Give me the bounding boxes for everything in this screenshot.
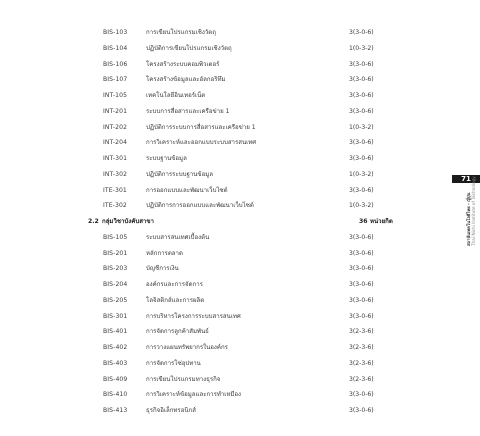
course-credit: 3(3-0-6) bbox=[349, 186, 374, 194]
course-credit: 3(3-0-6) bbox=[349, 139, 374, 147]
course-row bbox=[0, 261, 480, 277]
course-code: BIS-410 bbox=[103, 391, 128, 399]
course-code: INT-302 bbox=[103, 170, 128, 178]
course-row bbox=[0, 135, 480, 151]
course-code: BIS-403 bbox=[103, 359, 128, 367]
course-code: INT-202 bbox=[103, 123, 128, 131]
side-caption-english: Thai-Nichi Institute of Technology bbox=[471, 176, 476, 246]
course-group-b bbox=[0, 230, 480, 419]
course-credit: 1(0-3-2) bbox=[349, 44, 374, 52]
course-name: บัญชีการเงิน bbox=[146, 265, 179, 273]
course-credit: 3(2-3-6) bbox=[349, 328, 374, 336]
course-credit: 3(3-0-6) bbox=[349, 391, 374, 399]
course-code: BIS-204 bbox=[103, 281, 128, 288]
course-credit: 3(3-0-6) bbox=[349, 60, 374, 68]
course-row bbox=[0, 183, 480, 199]
course-credit: 3(3-0-6) bbox=[349, 233, 374, 241]
course-name: การเขียนโปรแกรมเชิงวัตถุ bbox=[146, 29, 216, 36]
course-name: ปฏิบัติการระบบการสื่อสารและเครือข่าย 1 bbox=[146, 123, 256, 131]
course-code: BIS-413 bbox=[103, 407, 128, 414]
course-row bbox=[0, 309, 480, 325]
course-code: BIS-105 bbox=[103, 233, 128, 241]
course-group-a bbox=[0, 25, 480, 214]
course-row bbox=[0, 151, 480, 167]
course-name: ปฏิบัติการเขียนโปรแกรมเชิงวัตถุ bbox=[146, 44, 232, 52]
course-row bbox=[0, 387, 480, 403]
course-credit: 3(3-0-6) bbox=[349, 29, 374, 36]
course-row bbox=[0, 88, 480, 104]
course-name: การบริหารโครงการระบบสารสนเทศ bbox=[146, 312, 241, 320]
group-title: กลุ่มวิชาบังคับสาขา bbox=[102, 218, 154, 225]
course-code: BIS-103 bbox=[103, 29, 128, 36]
course-row bbox=[0, 372, 480, 388]
course-row bbox=[0, 403, 480, 419]
course-name: โครงสร้างข้อมูลและอัลกอริทึม bbox=[146, 76, 226, 84]
course-code: BIS-203 bbox=[103, 265, 128, 273]
course-name: ปฏิบัติการการออกแบบและพัฒนาเว็บไซต์ bbox=[146, 202, 254, 210]
course-name: ระบบการสื่อสารและเครือข่าย 1 bbox=[146, 107, 230, 115]
course-row bbox=[0, 293, 480, 309]
course-name: ปฏิบัติการระบบฐานข้อมูล bbox=[146, 170, 213, 178]
course-name: การวิเคราะห์และออกแบบระบบสารสนเทศ bbox=[146, 139, 257, 147]
course-name: เทคโนโลยีอินเทอร์เน็ต bbox=[146, 92, 206, 99]
course-code: INT-105 bbox=[103, 92, 128, 99]
course-name: การเขียนโปรแกรมทางธุรกิจ bbox=[146, 375, 221, 383]
course-name: การวิเคราะห์ข้อมูลและการทำเหมือง bbox=[146, 391, 242, 399]
course-code: INT-204 bbox=[103, 139, 128, 147]
course-name: ระบบสารสนเทศเบื้องต้น bbox=[146, 233, 210, 241]
course-row bbox=[0, 72, 480, 88]
course-row bbox=[0, 167, 480, 183]
course-row bbox=[0, 120, 480, 136]
course-credit: 3(2-3-6) bbox=[349, 375, 374, 383]
course-name: ธุรกิจอิเล็กทรอนิกส์ bbox=[146, 407, 196, 414]
course-name: ระบบฐานข้อมูล bbox=[146, 155, 187, 162]
course-code: BIS-107 bbox=[103, 76, 128, 84]
course-code: BIS-409 bbox=[103, 375, 128, 383]
group-credits: 36 bbox=[359, 218, 368, 225]
course-name: องค์กรและการจัดการ bbox=[146, 281, 203, 288]
course-code: BIS-301 bbox=[103, 312, 128, 320]
course-row bbox=[0, 198, 480, 214]
course-credit: 1(0-3-2) bbox=[349, 202, 374, 210]
side-caption bbox=[466, 176, 476, 246]
course-name: การวางแผนทรัพยากรในองค์กร bbox=[146, 344, 228, 351]
course-code: BIS-106 bbox=[103, 60, 128, 68]
course-code: BIS-104 bbox=[103, 44, 128, 52]
course-credit: 3(3-0-6) bbox=[349, 107, 374, 115]
course-code: ITE-302 bbox=[103, 202, 127, 210]
course-name: หลักการตลาด bbox=[146, 249, 183, 257]
course-row bbox=[0, 340, 480, 356]
course-row bbox=[0, 41, 480, 57]
course-row bbox=[0, 277, 480, 293]
course-credit: 3(2-3-6) bbox=[349, 344, 374, 351]
page-number-tab: 71 bbox=[452, 175, 480, 183]
course-row bbox=[0, 57, 480, 73]
course-credit: 3(3-0-6) bbox=[349, 249, 374, 257]
group-number: 2.2 bbox=[88, 218, 99, 225]
course-name: การจัดการลูกค้าสัมพันธ์ bbox=[146, 328, 209, 336]
course-credit: 3(3-0-6) bbox=[349, 155, 374, 162]
course-row bbox=[0, 25, 480, 41]
course-credit: 3(3-0-6) bbox=[349, 265, 374, 273]
course-name: โครงสร้างระบบคอมพิวเตอร์ bbox=[146, 60, 220, 68]
course-code: BIS-402 bbox=[103, 344, 128, 351]
course-code: INT-301 bbox=[103, 155, 128, 162]
course-credit: 3(3-0-6) bbox=[349, 312, 374, 320]
course-row bbox=[0, 356, 480, 372]
side-caption-thai: สถาบันเทคโนโลยีไทย - ญี่ปุ่น bbox=[466, 192, 471, 246]
course-name: การจัดการโซ่อุปทาน bbox=[146, 359, 201, 367]
course-code: BIS-201 bbox=[103, 249, 128, 257]
course-credit: 3(3-0-6) bbox=[349, 76, 374, 84]
course-code: BIS-401 bbox=[103, 328, 128, 336]
course-credit: 3(3-0-6) bbox=[349, 296, 374, 304]
course-list bbox=[0, 25, 480, 419]
course-credit: 3(3-0-6) bbox=[349, 92, 374, 99]
group-credit-unit: หน่วยกิต bbox=[370, 218, 393, 225]
course-row bbox=[0, 246, 480, 262]
course-row bbox=[0, 324, 480, 340]
course-credit: 3(2-3-6) bbox=[349, 359, 374, 367]
course-credit: 1(0-3-2) bbox=[349, 123, 374, 131]
course-code: BIS-205 bbox=[103, 296, 128, 304]
course-row bbox=[0, 104, 480, 120]
course-name: การออกแบบและพัฒนาเว็บไซต์ bbox=[146, 186, 228, 194]
course-credit: 1(0-3-2) bbox=[349, 170, 374, 178]
course-code: ITE-301 bbox=[103, 186, 127, 194]
course-credit: 3(3-0-6) bbox=[349, 407, 374, 414]
course-code: INT-201 bbox=[103, 107, 128, 115]
course-credit: 3(3-0-6) bbox=[349, 281, 374, 288]
course-name: โลจิสติกส์และการผลิต bbox=[146, 296, 205, 304]
course-row bbox=[0, 230, 480, 246]
group-heading bbox=[0, 214, 480, 230]
